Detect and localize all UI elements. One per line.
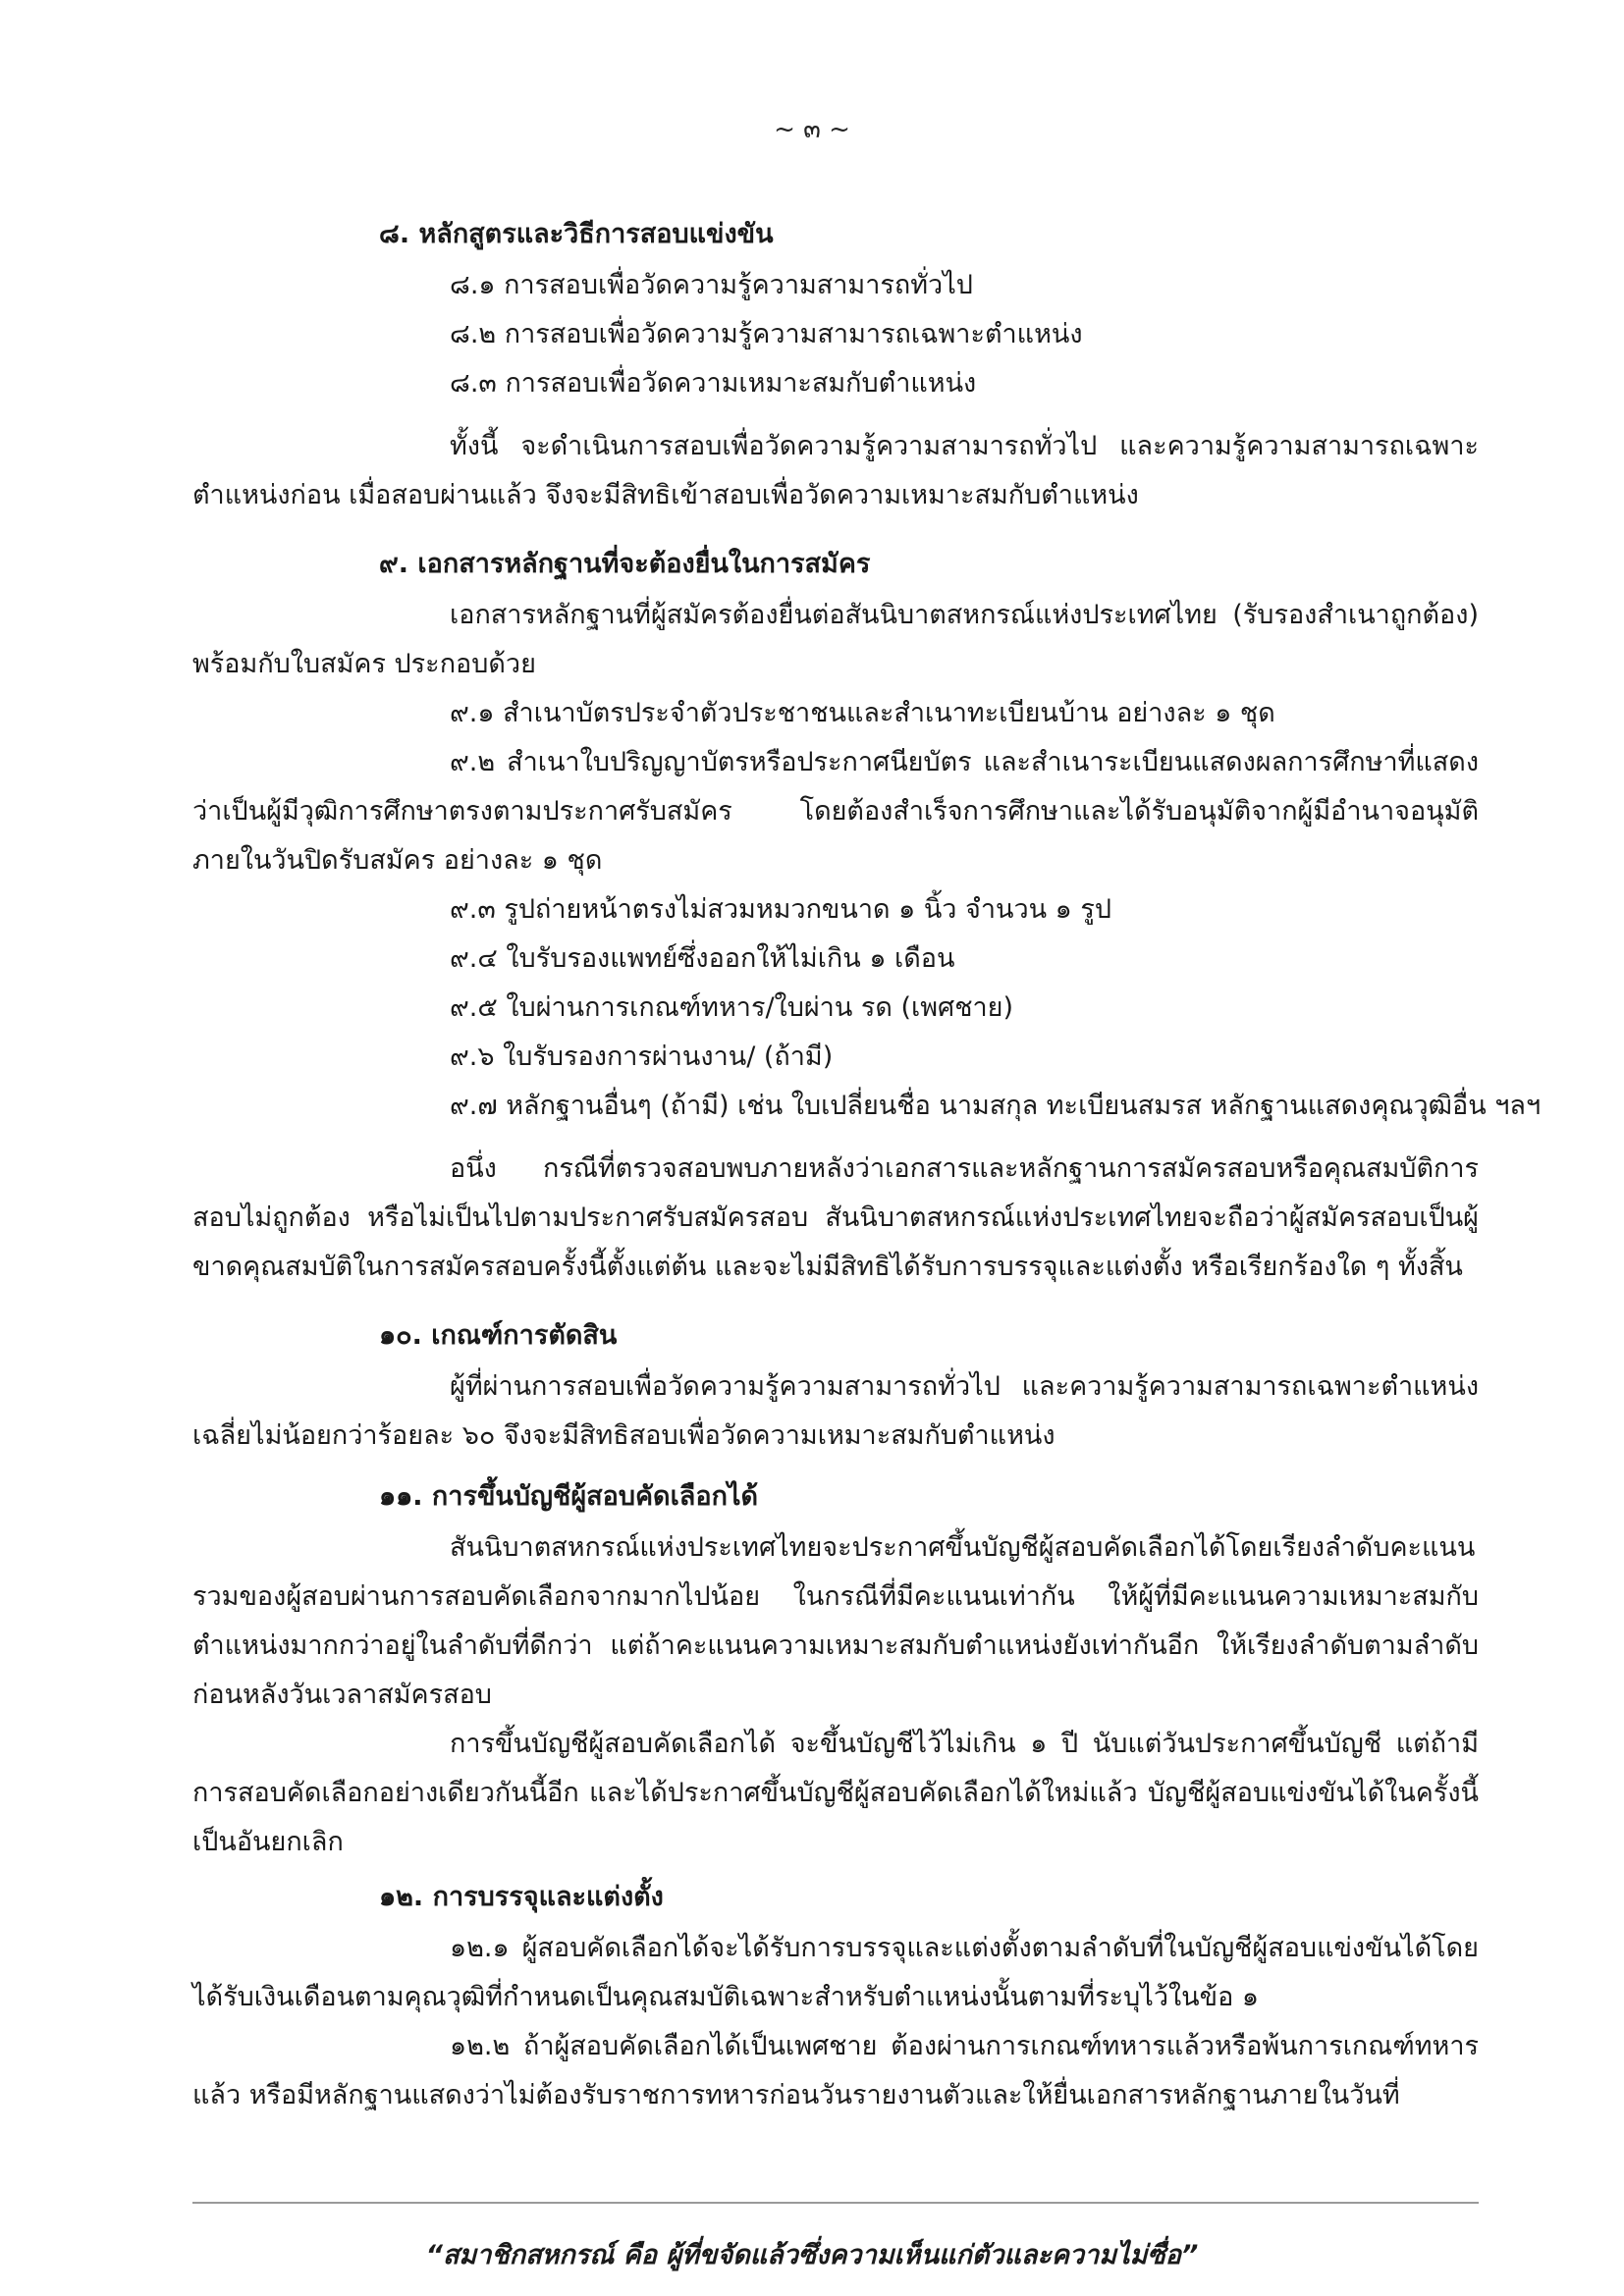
page-number: ~ ๓ ~ <box>774 115 850 144</box>
section-9-intro: เอกสารหลักฐานที่ผู้สมัครต้องยื่นต่อสันนิบาตสหกรณ์แห่งประเทศไทย (รับรองสำเนาถูกต้อง) พร้อมกับใบสมัคร ประกอบด้วย <box>192 600 1479 679</box>
section-9-item-2: ๙.๒ สำเนาใบปริญญาบัตรหรือประกาศนียบัตร และสำเนาระเบียนแสดงผลการศึกษาที่แสดงว่าเป็นผู้มีวุฒิการศึกษาตรงตามประกาศรับสมัคร โดยต้องสำเร็จการศึกษาและได้รับอนุมัติจากผู้มีอำนาจอนุมัติภายในวันปิดรับสมัคร อย่างละ ๑ ชุด <box>192 747 1479 876</box>
section-11-para-2: การขึ้นบัญชีผู้สอบคัดเลือกได้ จะขึ้นบัญชีไว้ไม่เกิน ๑ ปี นับแต่วันประกาศขึ้นบัญชี แต่ถ้ามีการสอบคัดเลือกอย่างเดียวกันนี้อีก และได้ประกาศขึ้นบัญชีผู้สอบคัดเลือกได้ใหม่แล้ว บัญชีผู้สอบแข่งขันได้ในครั้งนี้เป็นอันยกเลิก <box>192 1729 1479 1857</box>
section-9-note: อนึ่ง กรณีที่ตรวจสอบพบภายหลังว่าเอกสารและหลักฐานการสมัครสอบหรือคุณสมบัติการสอบไม่ถูกต้อง หรือไม่เป็นไปตามประกาศรับสมัครสอบ สันนิบาตสหกรณ์แห่งประเทศไทยจะถือว่าผู้สมัครสอบเป็นผู้ขาดคุณสมบัติในการสมัครสอบครั้งนี้ตั้งแต่ต้น และจะไม่มีสิทธิได้รับการบรรจุและแต่งตั้ง หรือเรียกร้องใด ๆ ทั้งสิ้น <box>192 1153 1479 1282</box>
footer-quote: “สมาชิกสหกรณ์ คือ ผู้ที่ขจัดแล้วซึ่งความเห็นแก่ตัวและความไม่ซื่อ” <box>425 2240 1199 2270</box>
section-12-heading: ๑๒. การบรรจุและแต่งตั้ง <box>379 1882 664 1912</box>
section-9-item-3: ๙.๓ รูปถ่ายหน้าตรงไม่สวมหมวกขนาด ๑ นิ้ว จำนวน ๑ รูป <box>450 894 1112 925</box>
section-9-item-6: ๙.๖ ใบรับรองการผ่านงาน/ (ถ้ามี) <box>450 1041 834 1072</box>
section-9-item-7: ๙.๗ หลักฐานอื่นๆ (ถ้ามี) เช่น ใบเปลี่ยนชื่อ นามสกุล ทะเบียนสมรส หลักฐานแสดงคุณวุฒิอื่น ฯลฯ <box>450 1091 1542 1121</box>
section-9-item-5: ๙.๕ ใบผ่านการเกณฑ์ทหาร/ใบผ่าน รด (เพศชาย) <box>450 992 1014 1023</box>
section-9-heading: ๙. เอกสารหลักฐานที่จะต้องยื่นในการสมัคร <box>379 549 871 579</box>
section-8-note: ทั้งนี้ จะดำเนินการสอบเพื่อวัดความรู้ความสามารถทั่วไป และความรู้ความสามารถเฉพาะตำแหน่งก่อน เมื่อสอบผ่านแล้ว จึงจะมีสิทธิเข้าสอบเพื่อวัดความเหมาะสมกับตำแหน่ง <box>192 431 1479 510</box>
section-12-item-2: ๑๒.๒ ถ้าผู้สอบคัดเลือกได้เป็นเพศชาย ต้องผ่านการเกณฑ์ทหารแล้วหรือพ้นการเกณฑ์ทหารแล้ว หรือมีหลักฐานแสดงว่าไม่ต้องรับราชการทหารก่อนวันรายงานตัวและให้ยื่นเอกสารหลักฐานภายในวันที่ <box>192 2031 1479 2110</box>
section-10-body: ผู้ที่ผ่านการสอบเพื่อวัดความรู้ความสามารถทั่วไป และความรู้ความสามารถเฉพาะตำแหน่งเฉลี่ยไม่น้อยกว่าร้อยละ ๖๐ จึงจะมีสิทธิสอบเพื่อวัดความเหมาะสมกับตำแหน่ง <box>192 1371 1479 1451</box>
section-9-item-4: ๙.๔ ใบรับรองแพทย์ซึ่งออกให้ไม่เกิน ๑ เดือน <box>450 943 955 974</box>
section-9-item-1: ๙.๑ สำเนาบัตรประจำตัวประชาชนและสำเนาทะเบียนบ้าน อย่างละ ๑ ชุด <box>450 698 1275 728</box>
section-12-item-1: ๑๒.๑ ผู้สอบคัดเลือกได้จะได้รับการบรรจุและแต่งตั้งตามลำดับที่ในบัญชีผู้สอบแข่งขันได้โดยได้รับเงินเดือนตามคุณวุฒิที่กำหนดเป็นคุณสมบัติเฉพาะสำหรับตำแหน่งนั้นตามที่ระบุไว้ในข้อ ๑ <box>192 1933 1479 2012</box>
footer-divider <box>192 2202 1479 2204</box>
section-11-para-1: สันนิบาตสหกรณ์แห่งประเทศไทยจะประกาศขึ้นบัญชีผู้สอบคัดเลือกได้โดยเรียงลำดับคะแนนรวมของผู้สอบผ่านการสอบคัดเลือกจากมากไปน้อย ในกรณีที่มีคะแนนเท่ากัน ให้ผู้ที่มีคะแนนความเหมาะสมกับตำแหน่งมากกว่าอยู่ในลำดับที่ดีกว่า แต่ถ้าคะแนนความเหมาะสมกับตำแหน่งยังเท่ากันอีก ให้เรียงลำดับตามลำดับก่อนหลังวันเวลาสมัครสอบ <box>192 1532 1479 1710</box>
section-8-item-3: ๘.๓ การสอบเพื่อวัดความเหมาะสมกับตำแหน่ง <box>450 368 977 399</box>
section-11-heading: ๑๑. การขึ้นบัญชีผู้สอบคัดเลือกได้ <box>379 1481 759 1512</box>
section-8-item-2: ๘.๒ การสอบเพื่อวัดความรู้ความสามารถเฉพาะตำแหน่ง <box>450 319 1083 349</box>
section-8-heading: ๘. หลักสูตรและวิธีการสอบแข่งขัน <box>379 219 774 249</box>
section-10-heading: ๑๐. เกณฑ์การตัดสิน <box>379 1320 618 1351</box>
document-body <box>192 204 1542 2120</box>
section-8-item-1: ๘.๑ การสอบเพื่อวัดความรู้ความสามารถทั่วไป <box>450 270 973 300</box>
